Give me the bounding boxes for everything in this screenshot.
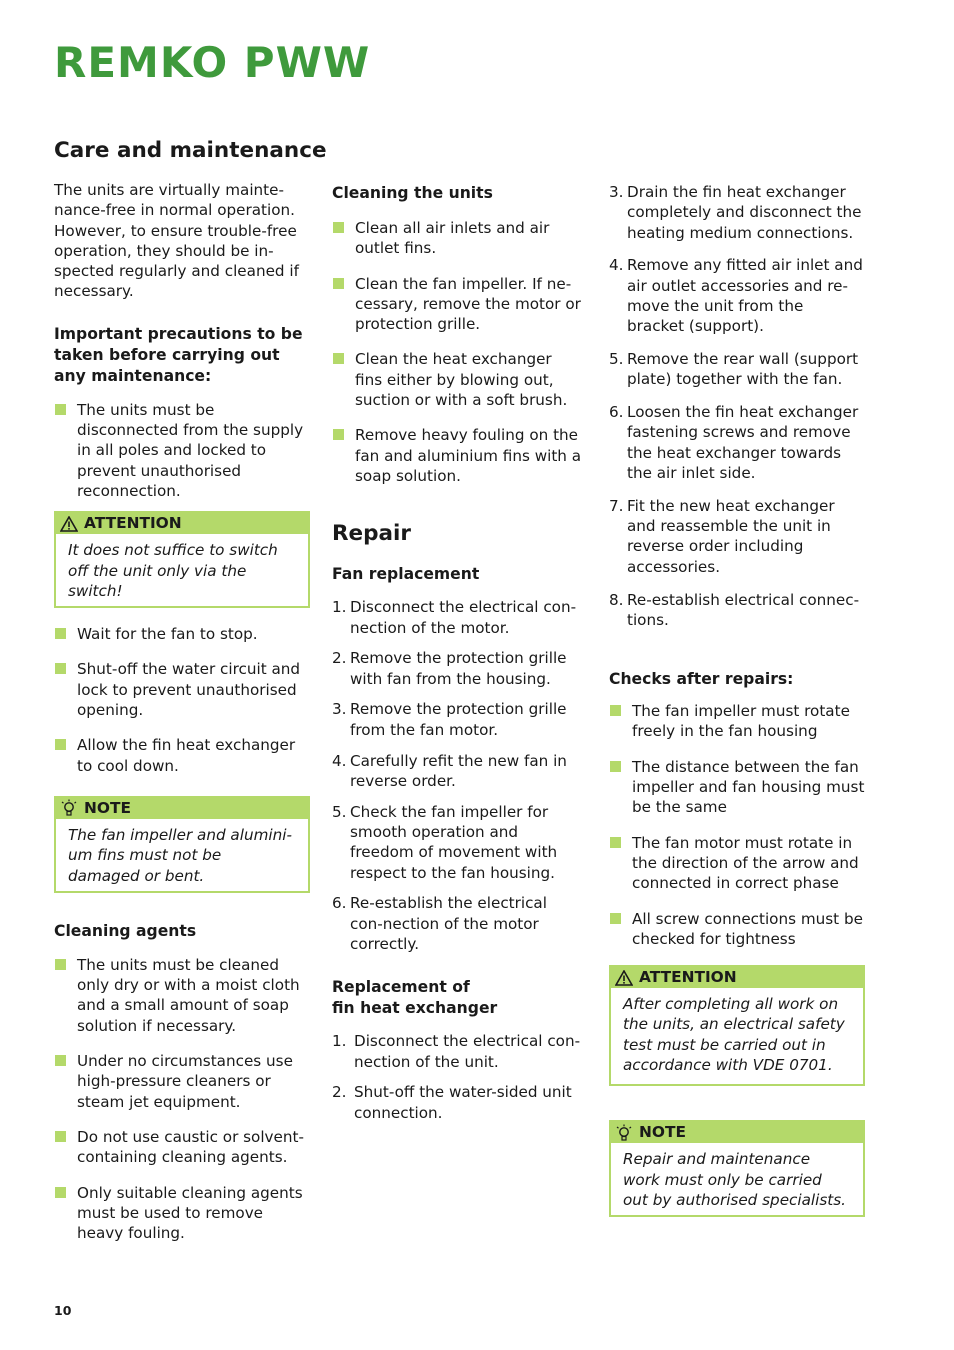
hx-replacement-heading: Replacement of fin heat exchanger — [332, 978, 498, 1018]
list-item: 3. Drain the fin heat exchanger completely and disconnect the heating medium connections. — [609, 183, 862, 242]
brand-title: REMKO PWW — [54, 38, 371, 87]
list-item: 2. Remove the protection grille with fan from the housing. — [332, 649, 567, 688]
list-item: 1. Disconnect the electrical con-nection of the unit. — [332, 1032, 581, 1071]
list-item: The fan impeller must rotate freely in the fan housing — [609, 701, 865, 742]
warning-triangle-icon — [60, 516, 78, 532]
cleaning-agents-heading: Cleaning agents — [54, 921, 197, 940]
bullet-square-icon — [55, 404, 66, 415]
repair-title: Repair — [332, 521, 412, 547]
attention-box-repair — [609, 965, 865, 1086]
hx-replacement-steps-part2 — [609, 182, 865, 630]
attention-header — [56, 513, 308, 534]
light-bulb-icon — [615, 1124, 633, 1142]
bullet-square-icon — [610, 837, 621, 848]
list-item: 6. Loosen the fin heat exchanger fastening screws and remove the heat exchanger towards the air inlet side. — [609, 403, 859, 483]
bullet-square-icon — [55, 739, 66, 750]
list-item: The units must be cleaned only dry or with a moist cloth and a small amount of soap solution if necessary. — [54, 955, 310, 1036]
attention-header — [611, 967, 863, 988]
precautions-heading: Important precautions to be taken before carrying out any maintenance: — [54, 324, 303, 385]
warning-triangle-icon — [615, 970, 633, 986]
bullet-square-icon — [55, 663, 66, 674]
attention-text: It does not suffice to switch off the unit only via the switch! — [68, 541, 278, 600]
list-item: Do not use caustic or solvent-containing cleaning agents. — [54, 1127, 310, 1168]
list-item: The fan motor must rotate in the direction of the arrow and connected in correct phase — [609, 833, 865, 894]
bullet-square-icon — [333, 429, 344, 440]
list-item: Clean the fan impeller. If ne-cessary, remove the motor or protection grille. — [332, 274, 582, 335]
list-item: 8. Re-establish electrical connec-tions. — [609, 590, 860, 629]
checks-list — [609, 701, 865, 949]
bullet-square-icon — [55, 628, 66, 639]
note-box — [54, 796, 310, 893]
list-item: Wait for the fan to stop. — [54, 624, 310, 644]
list-item: Remove heavy fouling on the fan and aluminium fins with a soap solution. — [332, 425, 582, 486]
bullet-square-icon — [55, 959, 66, 970]
fan-replacement-steps — [332, 597, 582, 954]
column-right — [609, 182, 865, 1217]
cleaning-units-list — [332, 218, 582, 486]
section-title-care: Care and maintenance — [54, 138, 327, 163]
bullet-square-icon — [55, 1055, 66, 1066]
precautions-list-more — [54, 624, 310, 776]
list-item: 4. Carefully refit the new fan in reverse order. — [332, 751, 567, 790]
fan-replacement-heading: Fan replacement — [332, 565, 480, 584]
note-box-repair — [609, 1120, 865, 1217]
list-item: The units must be disconnected from the supply in all poles and locked to prevent unauthorised reconnection. — [54, 400, 310, 501]
bullet-square-icon — [55, 1187, 66, 1198]
column-middle — [332, 183, 582, 1133]
note-header — [56, 798, 308, 819]
note-text: The fan impeller and alumini-um fins must not be damaged or bent. — [68, 825, 292, 885]
bullet-square-icon — [333, 353, 344, 364]
checks-heading: Checks after repairs: — [609, 670, 794, 689]
page-number: 10 — [54, 1303, 72, 1318]
list-item: The distance between the fan impeller and fan housing must be the same — [609, 757, 865, 818]
list-item: Allow the fin heat exchanger to cool down. — [54, 735, 310, 776]
bullet-square-icon — [55, 1131, 66, 1142]
list-item: 3. Remove the protection grille from the fan motor. — [332, 700, 567, 739]
attention-label: ATTENTION — [84, 514, 182, 533]
precautions-list — [54, 400, 310, 501]
list-item: 7. Fit the new heat exchanger and reassemble the unit in reverse order including accessories. — [609, 496, 835, 576]
note-label: NOTE — [84, 798, 131, 817]
note-text: Repair and maintenance work must only be carried out by authorised specialists. — [623, 1150, 846, 1209]
list-item: 6. Re-establish the electrical con-nection of the motor correctly. — [332, 894, 547, 953]
intro-paragraph: The units are virtually mainte-nance-free in normal operation. However, to ensure trouble-free operation, they should be in-spected regularly and cleaned if necessary. — [54, 181, 299, 301]
cleaning-units-heading: Cleaning the units — [332, 184, 493, 202]
bullet-square-icon — [610, 705, 621, 716]
list-item: Clean all air inlets and air outlet fins. — [332, 218, 582, 259]
note-header — [611, 1122, 863, 1143]
list-item: Under no circumstances use high-pressure cleaners or steam jet equipment. — [54, 1051, 310, 1112]
column-left — [54, 180, 310, 1258]
list-item: 2. Shut-off the water-sided unit connection. — [332, 1083, 572, 1122]
list-item: Shut-off the water circuit and lock to prevent unauthorised opening. — [54, 659, 310, 720]
note-label: NOTE — [639, 1123, 686, 1142]
bullet-square-icon — [333, 278, 344, 289]
bullet-square-icon — [610, 913, 621, 924]
bullet-square-icon — [333, 222, 344, 233]
list-item: 5. Check the fan impeller for smooth operation and freedom of movement with respect to the fan housing. — [332, 802, 558, 882]
list-item: All screw connections must be checked for tightness — [609, 909, 865, 950]
cleaning-agents-list — [54, 955, 310, 1244]
attention-box — [54, 511, 310, 608]
list-item: 5. Remove the rear wall (support plate) together with the fan. — [609, 350, 859, 389]
bullet-square-icon — [610, 761, 621, 772]
light-bulb-icon — [60, 799, 78, 817]
attention-text: After completing all work on the units, an electrical safety test must be carried out in accordance with VDE 0701. — [623, 995, 845, 1074]
list-item: Only suitable cleaning agents must be used to remove heavy fouling. — [54, 1183, 310, 1244]
hx-replacement-steps-part1 — [332, 1031, 582, 1123]
list-item: 1. Disconnect the electrical con-nection of the motor. — [332, 598, 577, 637]
list-item: Clean the heat exchanger fins either by blowing out, suction or with a soft brush. — [332, 349, 582, 410]
list-item: 4. Remove any fitted air inlet and air outlet accessories and re-move the unit from the bracket (support). — [609, 256, 863, 336]
attention-label: ATTENTION — [639, 968, 737, 987]
